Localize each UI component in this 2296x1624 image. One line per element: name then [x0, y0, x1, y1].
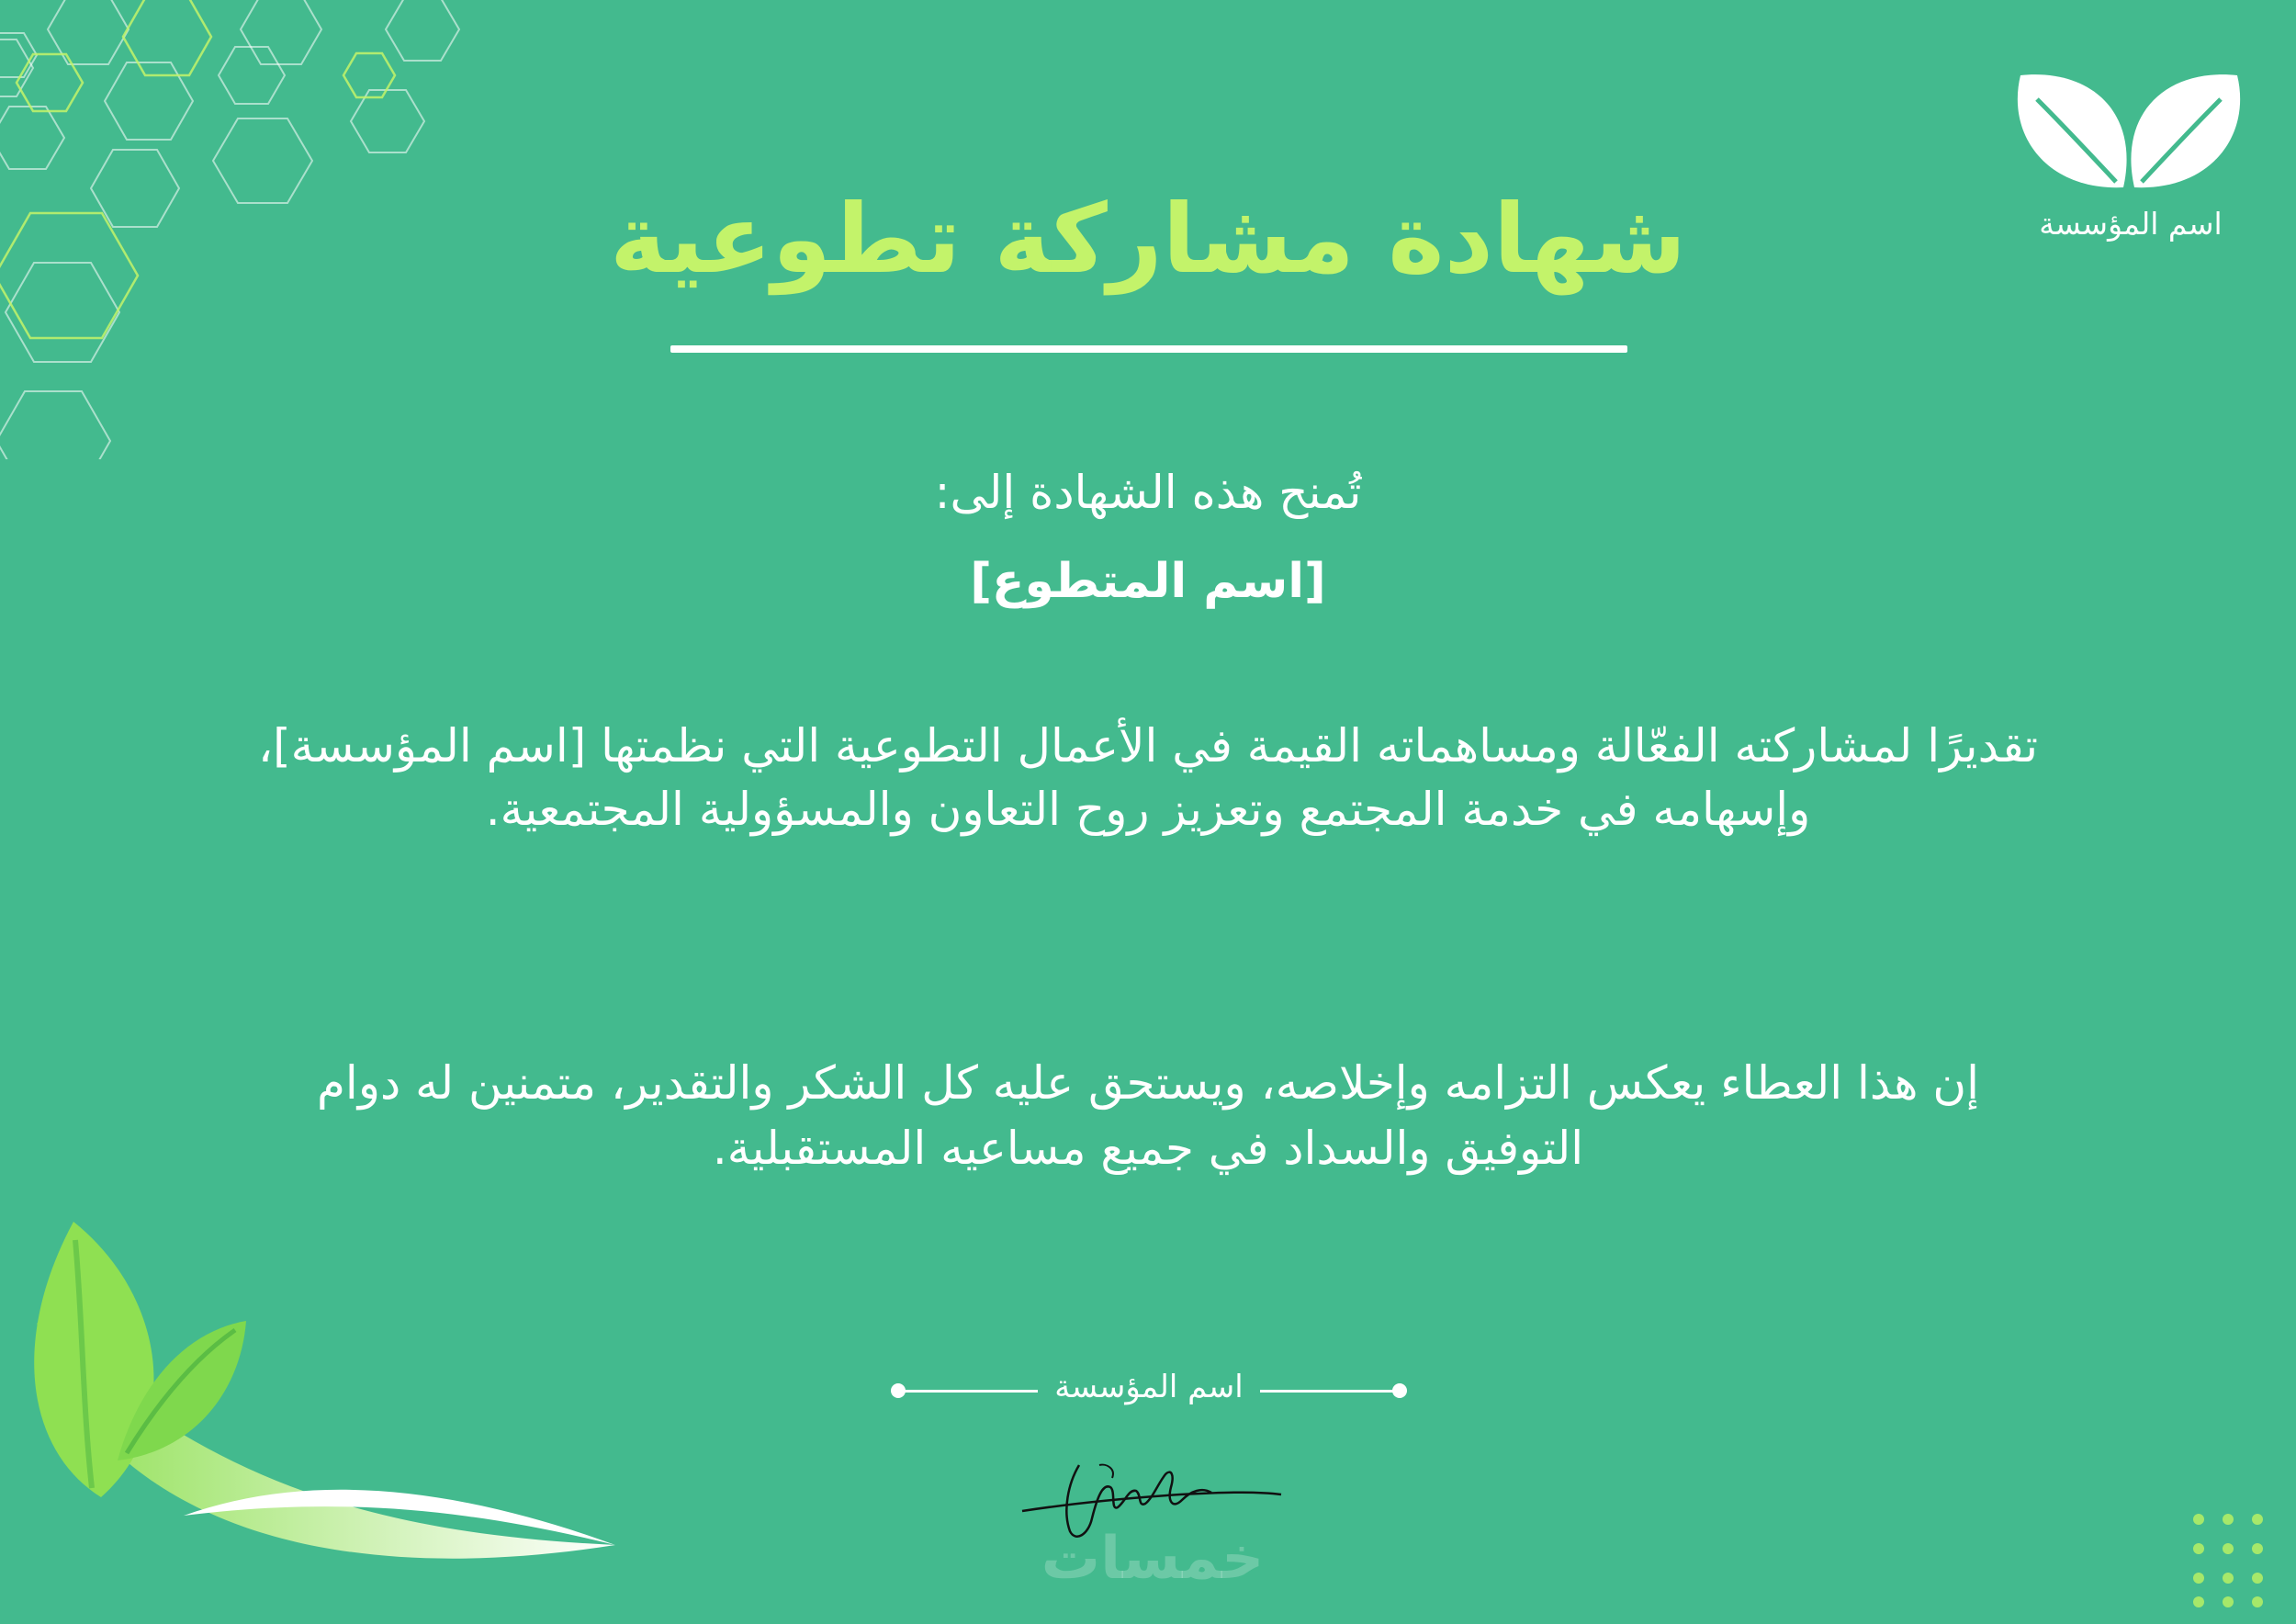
appreciation-paragraph: تقديرًا لمشاركته الفعّالة ومساهماته القيمة في الأعمال التطوعية التي نظمتها [اسم المؤسسة]، وإسهامه في خدمة المجتمع وتعزيز روح التعاون والمسؤولية المجتمعية.: [257, 719, 2039, 836]
footer-line-left: [900, 1390, 1038, 1393]
closing-paragraph: إن هذا العطاء يعكس التزامه وإخلاصه، ويستحق عليه كل الشكر والتقدير، متمنين له دوام التوفيق والسداد في جميع مساعيه المستقبلية.: [316, 1056, 1980, 1175]
granted-to-text: تُمنح هذه الشهادة إلى:: [934, 466, 1362, 519]
certificate-title: شهادة مشاركة تطوعية: [610, 183, 1686, 295]
watermark-logo: خمسات: [1041, 1525, 1265, 1593]
footer-organization: [891, 1363, 1407, 1418]
title-divider: [670, 345, 1627, 353]
dot-grid-decoration: [2186, 1506, 2287, 1607]
logo-organization-name: اسم المؤسسة: [2039, 206, 2223, 242]
leaf-logo-icon: [2011, 62, 2250, 191]
recipient-name: [اسم المتطوع]: [970, 554, 1326, 609]
footer-dot-right: [1392, 1383, 1407, 1398]
footer-organization-name: اسم المؤسسة: [1054, 1369, 1244, 1405]
leaves-decoration: [0, 1212, 643, 1624]
footer-line-right: [1260, 1390, 1398, 1393]
